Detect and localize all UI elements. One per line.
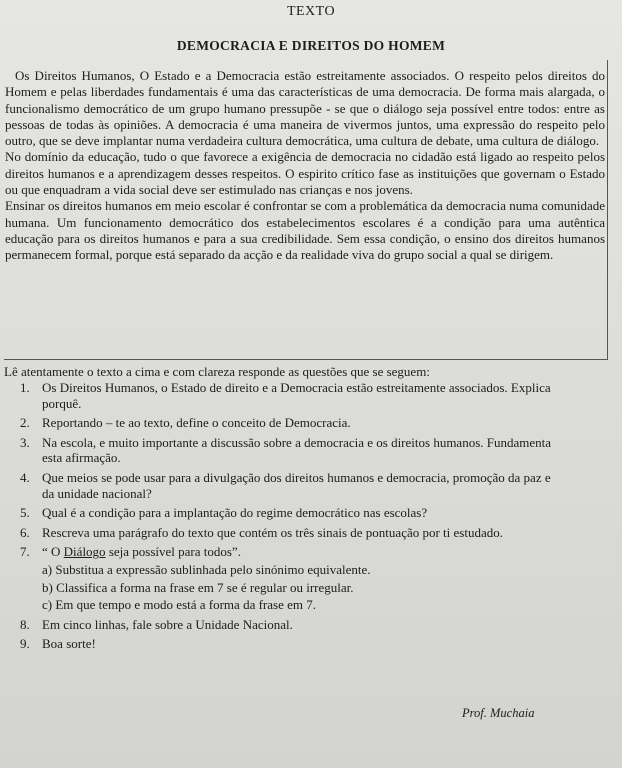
instruction: Lê atentamente o texto a cima e com clareza responde as questões que se seguem: [4,364,430,379]
question-text: Que meios se pode usar para a divulgação dos direitos humanos e democracia, promoção da paz e da unidade nacional? [42,469,551,501]
question-item [20,415,560,431]
question-number: 6. [20,524,30,540]
passage [5,68,605,264]
question-text-pre: “ O [42,544,64,560]
question-item [20,380,560,411]
question-list [20,380,560,656]
question-item [20,617,560,633]
section-label: TEXTO [286,4,336,19]
teacher-signature: Prof. Muchaia [462,706,535,720]
question-item [20,544,560,612]
question-text: Reportando – te ao texto, define o conceito de Democracia. [42,415,351,431]
sub-question-b: b) Classifica a forma na frase em 7 se é regular ou irregular. [42,579,354,595]
question-number: 9. [20,636,30,652]
text-title: DEMOCRACIA E DIREITOS DO HOMEM [176,38,446,53]
question-text: Qual é a condição para a implantação do regime democrático nas escolas? [42,505,428,521]
question-number: 4. [20,469,30,485]
question-number: 3. [20,434,30,450]
question-item [20,505,560,521]
question-text: Os Direitos Humanos, o Estado de direito e a Democracia estão estreitamente associados. Explica porquê. [42,380,551,411]
question-item [20,470,560,501]
passage-paragraph-1: Os Direitos Humanos, O Estado e a Democracia estão estreitamente associados. O respeito pelos direitos do Homem e pelas liberdades fundamentais é uma das características de uma democracia. De forma mais alargada, o funcionalismo democrático de um grupo humano pressupõe - se que o diálogo seja possível entre todos: entre as pessoas de todas às opiniões. A democracia é uma maneira de vivermos juntos, uma expressão do respeito pelo outro, que se deve implantar numa verdadeira cultura democrática, uma cultura de debate, uma cultura de diálogo. [5,68,605,149]
question-number: 8. [20,616,30,632]
sub-question-a: a) Substitua a expressão sublinhada pelo sinónimo equivalente. [42,561,371,577]
question-number: 7. [20,544,30,560]
question-number: 5. [20,505,30,521]
sub-question-c: c) Em que tempo e modo está a forma da frase em 7. [42,597,316,613]
question-item [20,435,560,466]
question-number: 1. [20,380,30,395]
passage-paragraph-2: No domínio da educação, tudo o que favorece a exigência de democracia no cidadão está ligado ao respeito pelos direitos humanos e a aprendizagem desses respeitos. O espirito crítico fase as instituições que governam o Estado ou que enquadram a vida social deve ser estimulado nas crianças e nos jovens. [5,149,605,198]
question-item [20,636,560,652]
question-text: Boa sorte! [42,636,96,652]
question-text: Na escola, e muito importante a discussão sobre a democracia e os direitos humanos. Fundamenta esta afirmação. [42,434,552,466]
question-number: 2. [20,415,30,431]
question-item [20,525,560,541]
question-text-post: seja possível para todos”. [105,544,241,560]
question-text: Em cinco linhas, fale sobre a Unidade Nacional. [42,616,293,632]
passage-paragraph-3: Ensinar os direitos humanos em meio escolar é confrontar se com a problemática da democracia numa comunidade humana. Um funcionamento democrático dos estabelecimentos escolares é a condição para uma autêntica educação para os direitos humanos e para a sua credibilidade. Sem essa condição, o ensino dos direitos humanos permanecem formal, porque está separado da acção e da realidade viva do grupo social a qual se dirigem. [5,198,605,263]
sub-question-list [42,562,560,613]
question-text: Rescreva uma parágrafo do texto que contém os três sinais de pontuação por ti estudado. [42,524,503,540]
underlined-word: Diálogo [63,544,106,560]
